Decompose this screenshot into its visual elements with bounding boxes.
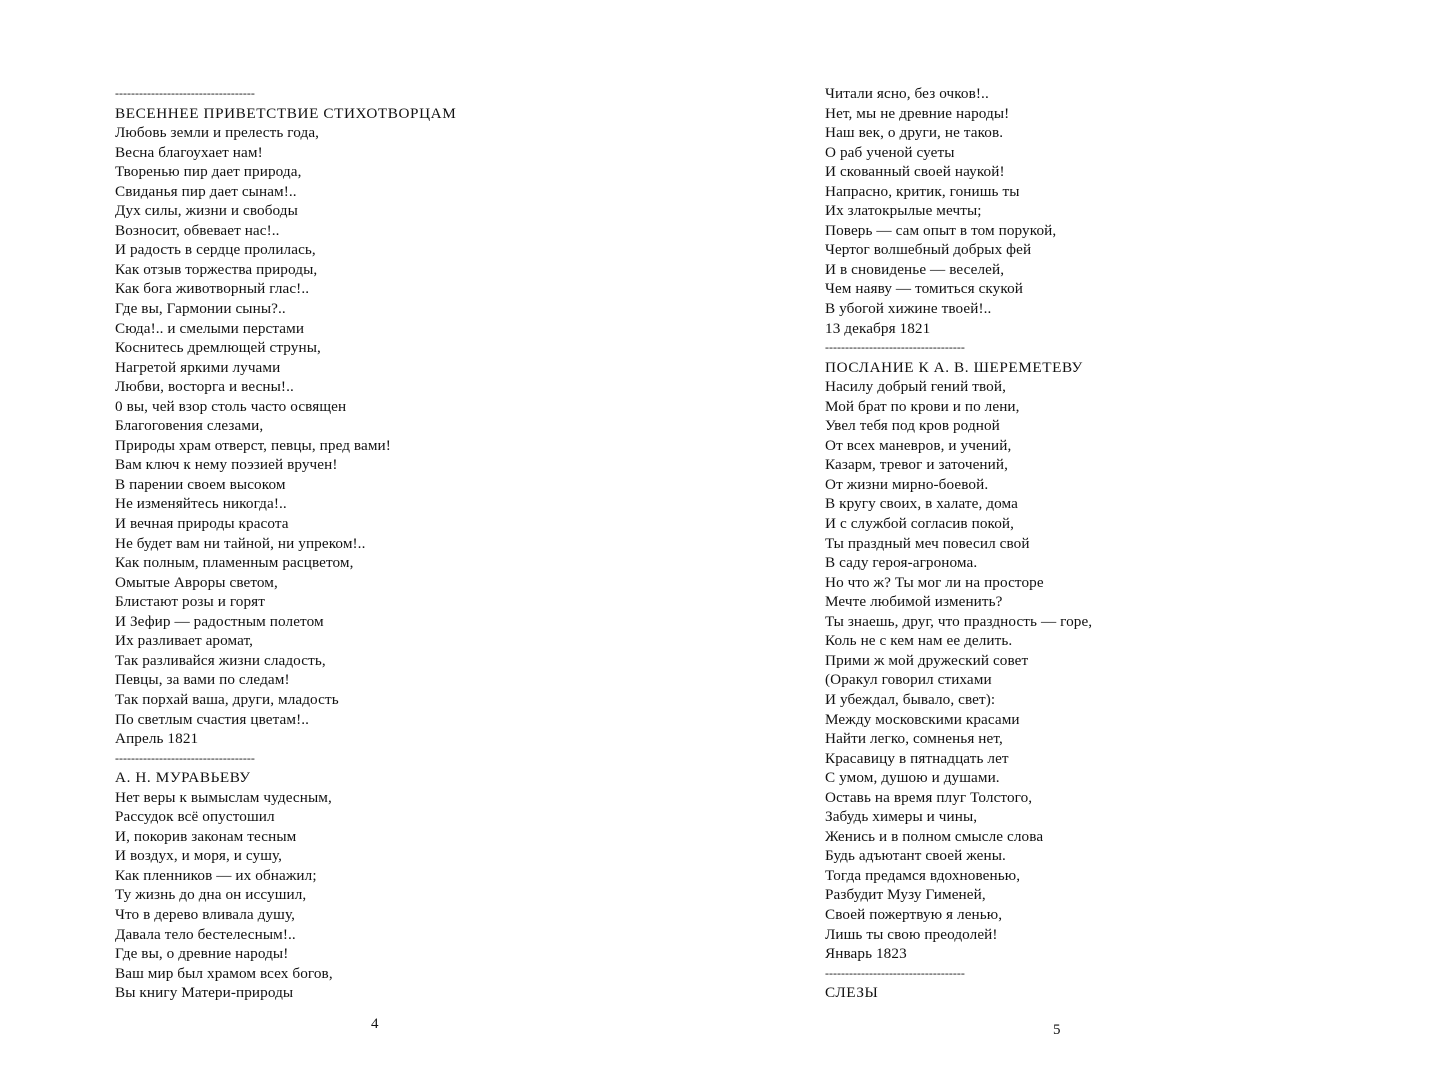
verse-line: Омытые Авроры светом,: [115, 573, 278, 591]
verse-line: Как полным, пламенным расцветом,: [115, 554, 354, 572]
verse-line: Но что ж? Ты мог ли на просторе: [825, 573, 1044, 591]
verse-line: Разбудит Музу Гименей,: [825, 886, 986, 904]
verse-line: Напрасно, критик, гонишь ты: [825, 182, 1020, 200]
separator-line: -----------------------------------: [825, 965, 965, 980]
verse-line: Ту жизнь до дна он иссушил,: [115, 886, 307, 904]
verse-line: В саду героя-агронома.: [825, 554, 978, 572]
verse-line: И убеждал, бывало, свет):: [825, 690, 996, 708]
verse-line: Ты знаешь, друг, что праздность — горе,: [825, 612, 1093, 630]
verse-line: Не изменяйтесь никогда!..: [115, 495, 287, 513]
verse-line: Поверь — сам опыт в том порукой,: [825, 221, 1057, 239]
verse-line: Сюда!.. и смелыми перстами: [115, 319, 305, 337]
verse-line: От жизни мирно-боевой.: [825, 475, 989, 493]
verse-line: (Оракул говорил стихами: [825, 671, 992, 689]
verse-line: Как пленников — их обнажил;: [115, 866, 317, 884]
separator-line: -----------------------------------: [115, 750, 255, 765]
verse-line: Коль не с кем нам ее делить.: [825, 632, 1013, 650]
verse-line: Не будет вам ни тайной, ни упреком!..: [115, 534, 366, 552]
verse-line: Нет, мы не древние народы!: [825, 104, 1010, 122]
verse-line: От всех маневров, и учений,: [825, 436, 1012, 454]
verse-line: По светлым счастия цветам!..: [115, 710, 310, 728]
verse-line: Казарм, тревог и заточений,: [825, 456, 1008, 474]
verse-line: Мой брат по крови и по лени,: [825, 397, 1020, 415]
verse-line: Так разливайся жизни сладость,: [115, 651, 326, 669]
verse-line: И с службой согласив покой,: [825, 515, 1015, 533]
verse-line: В парении своем высоком: [115, 475, 286, 493]
verse-line: Оставь на время плуг Толстого,: [825, 788, 1033, 806]
verse-line: Так порхай ваша, други, младость: [115, 690, 339, 708]
verse-line: Вам ключ к нему поэзией вручен!: [115, 456, 338, 474]
verse-line: Чертог волшебный добрых фей: [825, 241, 1032, 259]
verse-line: И Зефир — радостным полетом: [115, 612, 324, 630]
verse-line: И в сновиденье — веселей,: [825, 260, 1005, 278]
verse-line: Насилу добрый гений твой,: [825, 378, 1006, 396]
verse-line: Где вы, Гармонии сыны?..: [115, 300, 286, 318]
verse-line: Благоговения слезами,: [115, 417, 264, 435]
verse-line: 0 вы, чей взор столь часто освящен: [115, 397, 347, 415]
verse-line: Красавицу в пятнадцать лет: [825, 749, 1009, 767]
verse-line: Как бога животворный глас!..: [115, 280, 310, 298]
verse-line: Будь адъютант своей жены.: [825, 847, 1006, 865]
verse-line: Творенью пир дает природа,: [115, 163, 302, 181]
verse-line: Прими ж мой дружеский совет: [825, 651, 1029, 669]
verse-line: И воздух, и моря, и сушу,: [115, 847, 283, 865]
verse-line: И вечная природы красота: [115, 515, 289, 533]
verse-line: Певцы, за вами по следам!: [115, 671, 290, 689]
poem-title: ВЕСЕННЕЕ ПРИВЕТСТВИЕ СТИХОТВОРЦАМ: [115, 104, 457, 122]
verse-line: Свиданья пир дает сынам!..: [115, 182, 297, 200]
right-text-column: [825, 84, 1092, 1003]
verse-line: Природы храм отверст, певцы, пред вами!: [115, 436, 391, 454]
verse-line: Женись и в полном смысле слова: [825, 827, 1044, 845]
verse-line: Своей пожертвую я ленью,: [825, 905, 1003, 923]
separator-line: -----------------------------------: [825, 340, 965, 355]
verse-line: Апрель 1821: [115, 730, 199, 748]
verse-line: 13 декабря 1821: [825, 319, 931, 337]
verse-line: Читали ясно, без очков!..: [825, 85, 989, 102]
poem-title: ПОСЛАНИЕ К А. В. ШЕРЕМЕТЕВУ: [825, 358, 1083, 376]
verse-line: Нет веры к вымыслам чудесным,: [115, 788, 332, 806]
verse-line: Их златокрылые мечты;: [825, 202, 982, 220]
poem-title: СЛЕЗЫ: [825, 984, 879, 1002]
verse-line: В кругу своих, в халате, дома: [825, 495, 1018, 513]
verse-line: И скованный своей наукой!: [825, 163, 1005, 181]
verse-line: Любви, восторга и весны!..: [115, 378, 294, 396]
verse-line: Мечте любимой изменить?: [825, 593, 1003, 611]
verse-line: В убогой хижине твоей!..: [825, 300, 992, 318]
verse-line: Как отзыв торжества природы,: [115, 260, 318, 278]
verse-line: Весна благоухает нам!: [115, 143, 263, 161]
verse-line: Вы книгу Матери-природы: [115, 984, 294, 1002]
verse-line: О раб ученой суеты: [825, 143, 955, 161]
verse-line: Рассудок всё опустошил: [115, 808, 275, 826]
verse-line: И радость в сердце пролилась,: [115, 241, 316, 259]
verse-line: И, покорив законам тесным: [115, 827, 297, 845]
right-page: [727, 0, 1455, 1080]
page-number-right: 5: [1053, 1022, 1061, 1038]
verse-line: Увел тебя под кров родной: [825, 417, 1000, 435]
verse-line: Любовь земли и прелесть года,: [115, 124, 320, 142]
verse-line: Их разливает аромат,: [115, 632, 254, 650]
verse-line: Возносит, обвевает нас!..: [115, 221, 280, 239]
verse-line: Лишь ты свою преодолей!: [825, 925, 998, 943]
verse-line: Между московскими красами: [825, 710, 1020, 728]
verse-line: Тогда предамся вдохновенью,: [825, 866, 1021, 884]
verse-line: Январь 1823: [825, 945, 907, 963]
verse-line: Наш век, о други, не таков.: [825, 124, 1004, 142]
verse-line: С умом, душою и душами.: [825, 769, 1000, 787]
verse-line: Дух силы, жизни и свободы: [115, 202, 298, 220]
left-page: [0, 0, 727, 1080]
page-number-left: 4: [371, 1016, 379, 1032]
verse-line: Ты праздный меч повесил свой: [825, 534, 1030, 552]
left-text-column: [115, 84, 456, 1003]
verse-line: Блистают розы и горят: [115, 593, 265, 611]
verse-line: Коснитесь дремлющей струны,: [115, 339, 321, 357]
verse-line: Что в дерево вливала душу,: [115, 905, 296, 923]
verse-line: Где вы, о древние народы!: [115, 945, 289, 963]
separator-line: -----------------------------------: [115, 86, 255, 100]
verse-line: Нагретой яркими лучами: [115, 358, 281, 376]
poem-title: А. Н. МУРАВЬЕВУ: [115, 769, 251, 787]
verse-line: Чем наяву — томиться скукой: [825, 280, 1023, 298]
verse-line: Найти легко, сомненья нет,: [825, 730, 1003, 748]
verse-line: Давала тело бестелесным!..: [115, 925, 296, 943]
verse-line: Забудь химеры и чины,: [825, 808, 978, 826]
verse-line: Ваш мир был храмом всех богов,: [115, 964, 333, 982]
